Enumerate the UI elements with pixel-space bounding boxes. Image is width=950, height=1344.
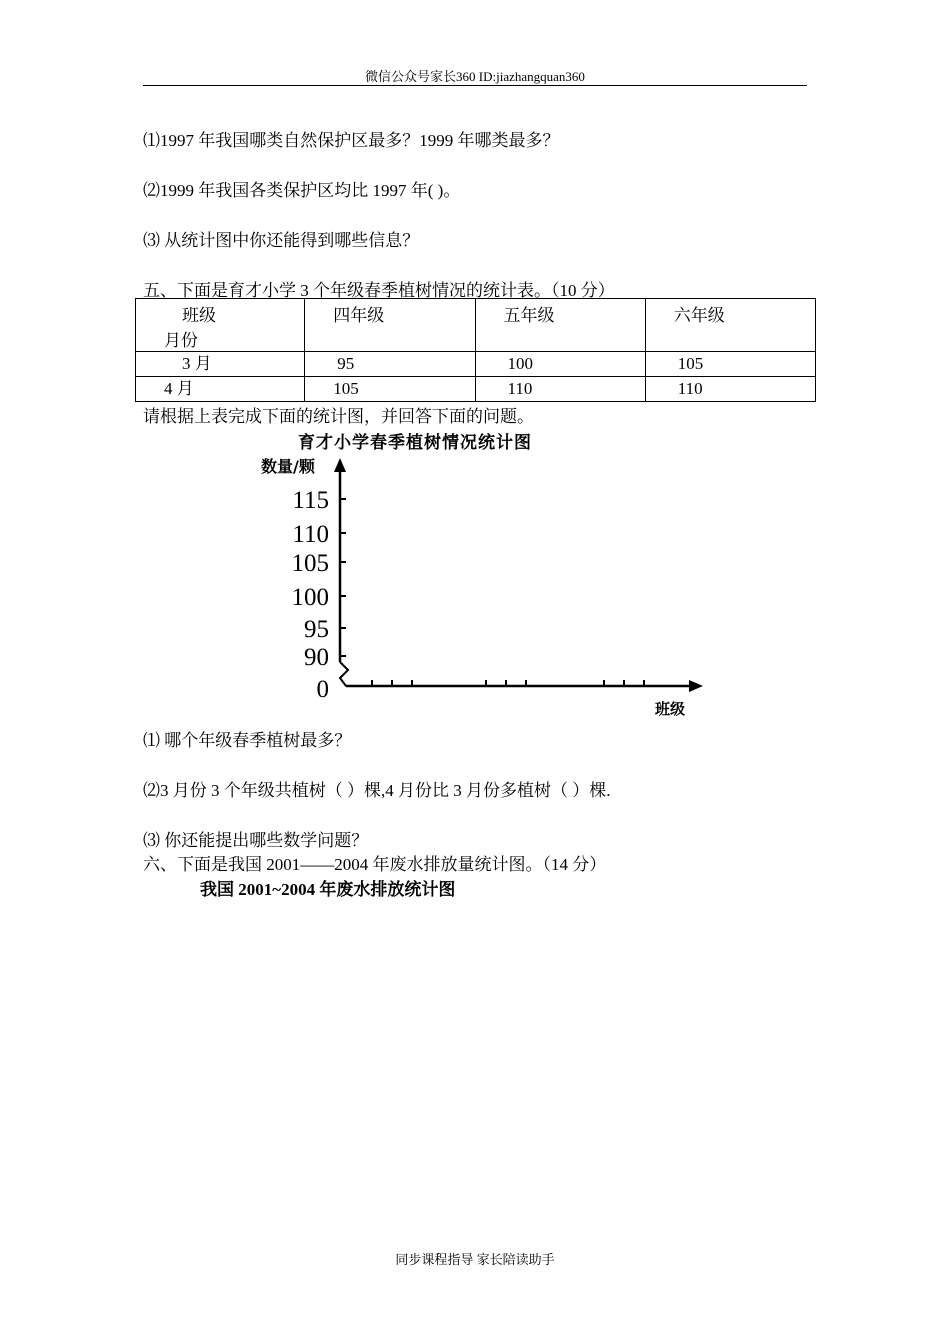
y-axis-label: 数量/颗 <box>261 457 315 476</box>
y-tick-label: 105 <box>291 550 329 577</box>
table-cell: 100 <box>475 352 645 377</box>
section6-chart-title: 我国 2001~2004 年废水排放统计图 <box>200 880 456 899</box>
chart-title: 育才小学春季植树情况统计图 <box>298 433 532 453</box>
section4-question-3: ⑶ 从统计图中你还能得到哪些信息？ <box>143 231 420 250</box>
axis-break-mark <box>340 662 348 686</box>
table-cell: 110 <box>475 377 645 402</box>
row-label: 3 月 <box>136 352 305 377</box>
y-tick-label: 115 <box>292 487 329 514</box>
section5-question-3: ⑶ 你还能提出哪些数学问题？ <box>143 831 369 850</box>
section5-question-1: ⑴ 哪个年级春季植树最多？ <box>143 731 352 750</box>
y-tick-group <box>292 487 347 703</box>
corner-top-label: 班级 <box>182 306 216 325</box>
y-tick-label: 95 <box>304 616 329 643</box>
x-axis-label: 班级 <box>655 700 686 718</box>
section6-title: 六、下面是我国 2001——2004 年废水排放量统计图。（14 分） <box>143 855 607 874</box>
table-corner-cell <box>136 299 305 352</box>
section4-question-1: ⑴1997 年我国哪类自然保护区最多？1999 年哪类最多？ <box>143 131 560 150</box>
section5-title: 五、下面是育才小学 3 个年级春季植树情况的统计表。（10 分） <box>143 281 615 300</box>
planting-chart <box>255 450 715 720</box>
y-tick-label: 0 <box>316 676 329 703</box>
corner-bottom-label: 月份 <box>164 331 198 350</box>
column-header: 四年级 <box>305 299 475 352</box>
column-header: 六年级 <box>645 299 815 352</box>
table-cell: 110 <box>645 377 815 402</box>
y-axis-arrow <box>334 458 346 472</box>
planting-stats-table <box>135 298 816 402</box>
header-rule <box>143 85 807 86</box>
page-footer: 同步课程指导 家长陪读助手 <box>395 1252 555 1267</box>
x-axis-arrow <box>689 680 703 692</box>
y-tick-label: 110 <box>292 521 329 548</box>
section5-instruction: 请根据上表完成下面的统计图，并回答下面的问题。 <box>143 407 534 426</box>
table-cell: 105 <box>305 377 475 402</box>
y-tick-label: 90 <box>304 644 329 671</box>
page-header: 微信公众号家长360 ID:jiazhangquan360 <box>365 69 585 84</box>
table-cell: 95 <box>305 352 475 377</box>
table-row <box>136 377 816 402</box>
y-tick-label: 100 <box>291 584 329 611</box>
table-row <box>136 352 816 377</box>
table-header-row <box>136 299 816 352</box>
row-label: 4 月 <box>136 377 305 402</box>
section5-question-2: ⑵3 月份 3 个年级共植树（ ）棵,4 月份比 3 月份多植树（ ）棵. <box>143 781 611 800</box>
column-header: 五年级 <box>475 299 645 352</box>
section4-question-2: ⑵1999 年我国各类保护区均比 1997 年( )。 <box>143 181 461 200</box>
table-cell: 105 <box>645 352 815 377</box>
